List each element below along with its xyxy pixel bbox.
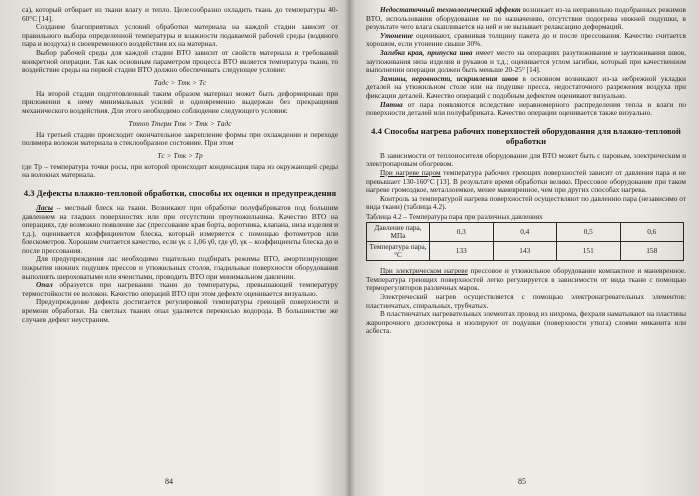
table-caption: Таблица 4.2 – Температура пара при различных давлениях [366,212,543,221]
table-row [367,223,684,242]
defect-term: Пятна [380,99,403,109]
table-row-header: Давление пара, МПа [367,223,430,242]
heating-term: При электрическом нагреве [380,266,468,276]
defect-text: образуется при нагревании ткани до температуры, превышающей температуру термостойкости ее волокон. Качество операций ВТО при этом дефекте оценивается визуально. [22,280,338,298]
paragraph [366,75,686,101]
paragraph: Контроль за температурой нагрева поверхностей осуществляют по давлению пара (независимо от вида ткани) (таблица 4.2). [366,193,686,212]
paragraph: са), который отбирает из ткани влагу и тепло. Целесообразно охладить ткань до температуры 40-60°С [14]. [22,5,338,23]
defect-text: в основном возникают из-за небрежной укладки деталей на утюжильном столе или на подушке пресса, недостаточного разрежения воздуха при фиксации деталей. Качество операций с подобным дефектом оценивают визуально. [366,73,687,100]
heating-term: При нагреве паром [380,167,441,177]
paragraph: Предупреждение дефекта достигается регулировкой температуры греющей поверхности и времени обработки. На светлых тканях опал удаляется перекисью водорода. В большинстве же случаев дефект неустраним. [22,297,338,324]
paragraph [366,101,686,118]
left-page-text [22,6,338,324]
paragraph [22,204,338,256]
paragraph: Выбор рабочей среды для каждой стадии ВТО зависит от свойств материала и требований конкретной операции. Так как основным параметром процесса ВТО является температура ткани, то воздействие среды на первой стадии ВТО должно обеспечивать следующее условие: [22,47,338,75]
formula: Tтпоп Tтерм Tтк > Tтк > Tадс [128,118,232,128]
defect-term: Загибка края, припуска шва [380,47,473,57]
right-page [352,0,699,496]
section-heading: 4.4 Способы нагрева рабочих поверхностей оборудования для влажно-тепловой обработки [371,125,681,146]
paragraph [366,49,686,75]
table-row [367,242,684,261]
defect-term: Утонение [380,30,413,40]
paragraph [366,32,686,49]
right-page-text [366,6,686,336]
steam-temperature-table [366,222,684,261]
table-cell: 0,4 [493,223,557,242]
defect-text: – местный блеск на ткани. Возникают при обработке полуфабрикатов под большим давлением на гладких поверхностях или при отсутствии проутюжильника. Качество ВТО на операциях, где возможно появление лас (прессование края борта, воротника, клапана, низа изделия и т.д.), оценивается коэффициентом блеска, который измеряется с помощью фотометров или блескометров. Хорошим считается качество, если γк ≤ 1,06 γ0, где γ0, γк – коэффициенты блеска до и после прессования. [22,202,338,255]
page-number: 84 [165,477,173,486]
paragraph: На третьей стадии происходит окончательное закрепление формы при охлаждении и переходе полимера волокон материала в стеклообразное состояние. При этом [22,129,338,148]
paragraph [22,281,338,298]
table-cell: 0,6 [620,223,684,242]
table-cell: 133 [430,242,494,261]
paragraph: Для предупреждения лас необходимо тщательно подбирать режимы ВТО, амортизирующие покрытия нижних подушек прессов и утюжильных столов, гладильные поверхности оборудования выполнять шероховатыми или ячеистыми, проводить ВТО при минимальном давлении. [22,254,338,281]
table-row-header: Температура пара, °С [367,242,430,261]
paragraph [366,169,686,195]
left-page [0,0,347,496]
table-cell: 0,5 [557,223,621,242]
table-cell: 151 [557,242,621,261]
defect-text: оценивают, сравнивая толщину пакета до и после прессования. Качество считается хорошим, если утонение свыше 30%. [366,30,686,49]
defect-text: возникает из-за неправильно подобранных режимов ВТО, использования оборудования не по назначению, отсутствия подогрева нижней подушки, в результате чего влага скапливается на ней и не вызывает релаксацию деформаций. [366,5,686,32]
paragraph: Создание благоприятных условий обработки материала на каждой стадии зависит от правильного выбора определенной температуры и влажности подаваемой рабочей среды (водяного пара и воздуха) и своевременного воздействия их на материал. [22,22,338,49]
paragraph: В пластинчатых нагревательных элементах провод из нихрома, фехраля наматывают на пластины жаропрочного диэлектрика и изолируют от подушки (поверхности утюга) слоями миканита или асбеста. [366,309,686,336]
paragraph: На второй стадии подготовленный таким образом материал может быть деформирован при приложении к нему минимальных усилий и одновременно выдержан без прекращения механического воздействия. Для этого необходимо соблюдение следующего условия: [22,88,338,115]
paragraph: где Tр – температура точки росы, при которой происходит конденсация пара из окружающей среды на волокнах материала. [22,161,338,180]
table-cell: 158 [620,242,684,261]
defect-term: Опал [36,280,53,290]
formula: Tадс > Tтк > Tс [153,77,207,87]
table-cell: 143 [493,242,557,261]
defect-term: Замины, неровности, искривления швов [380,73,519,83]
section-heading: 4.3 Дефекты влажно-тепловой обработки, способы их оценки и предупреждения [23,187,337,198]
table-cell: 0,3 [430,223,494,242]
heating-text: прессовое и утюжильное оборудование компактное и маневренное. Температура греющих поверхностей легко регулируется в зависимости от вида ткани с помощью терморегуляторов различных марок. [366,266,686,293]
page-number: 85 [518,477,526,486]
defect-text: имеет место на операциях разутюживания и заутюживания швов, заутюживания низа изделия и рукавов и т.д.; оценивается углом загибки, который при качественном выполнении операции должен быть меньше 20-25° [14]. [366,47,687,75]
heating-text: температура рабочих греющих поверхностей зависит от давления пара и не превышает 130-160°С [13]. В результате время обработки велико. Прессовое оборудование при таком нагреве громоздкое, металлоемкое, менее маневренное, чем при других способах нагрева. [366,167,687,195]
defect-term: Недостаточный технологический эффект [380,5,521,14]
defect-term: Ласы [36,202,53,212]
paragraph: Электрический нагрев осуществляется с помощью электронагревательных элементов: пластинчатых, спиральных, трубчатых. [366,292,686,310]
defect-text: от пара появляются вследствие неравномерного распределения тепла и влаги по поверхности деталей или полуфабриката. Качество операции оценивается также визуально. [366,99,686,118]
paragraph: В зависимости от теплоносителя оборудование для ВТО может быть с паровым, электрическим и электропаровым обогревом. [366,150,686,169]
formula: Tс > Tтк > Tр [157,150,203,160]
paragraph [366,267,686,293]
paragraph [366,6,686,32]
